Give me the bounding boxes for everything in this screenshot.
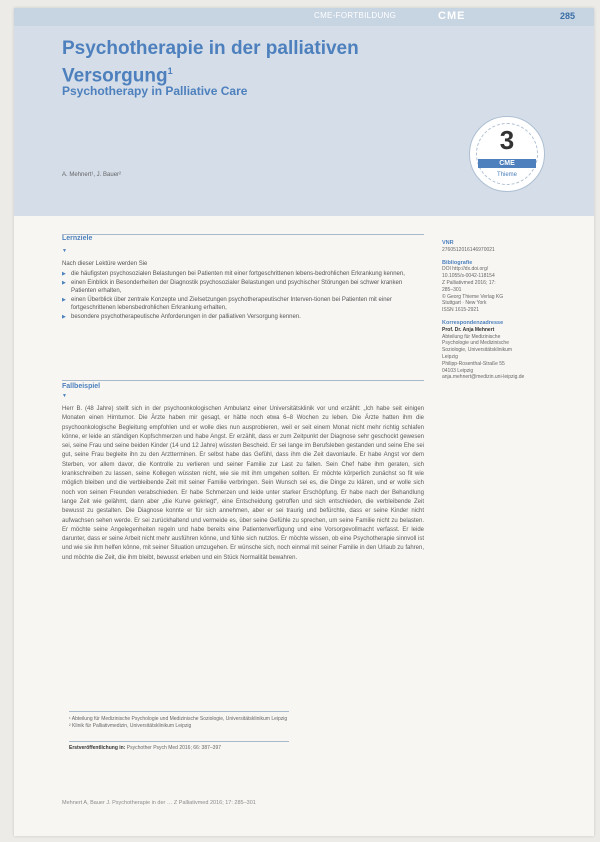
publisher-brand: Thieme	[496, 172, 517, 178]
article-sidebar	[442, 240, 538, 387]
section-divider	[62, 234, 424, 235]
list-item: ▶ die häufigsten psychosozialen Belastungen bei Patienten mit einer fortgeschrittenen lebens-bedrohlichen Erkrankung kennen,	[62, 270, 422, 279]
correspondence-line: Philipp-Rosenthal-Straße 55	[442, 360, 505, 367]
footnote-citation: Psychother Psych Med 2016; 66: 387–397	[126, 745, 222, 751]
footnote-lead: Erstveröffentlichung in:	[69, 745, 126, 751]
header-band	[14, 8, 594, 26]
bibliography-label: Bibliografie	[442, 259, 473, 266]
correspondence-line: Psychologie und Medizinische	[442, 340, 509, 347]
footnote-affiliation-2: ² Klinik für Palliativmedizin, Universitätsklinikum Leipzig	[69, 723, 192, 729]
article-subtitle: Psychotherapy in Palliative Care	[62, 84, 248, 98]
vnr-label: VNR	[442, 240, 454, 246]
fallbeispiel-heading: Fallbeispiel	[62, 383, 101, 390]
bibliography-line: Stuttgart · New York	[442, 300, 487, 307]
page-number: 285	[560, 11, 576, 21]
correspondence-block	[442, 320, 538, 381]
bibliography-line: ISSN 1615-2921	[442, 307, 479, 314]
cme-points-number: 3	[499, 125, 515, 155]
publication-footnote	[69, 745, 419, 751]
correspondence-name: Prof. Dr. Anja Mehnert	[442, 326, 495, 333]
cme-badge: CME	[478, 159, 536, 168]
correspondence-email[interactable]: anja.mehnert@medizin.uni-leipzig.de	[442, 374, 525, 381]
authors: A. Mehnert¹, J. Bauer²	[62, 172, 122, 178]
footnote-divider	[69, 741, 289, 742]
page-footer-citation: Mehnert A, Bauer J. Psychotherapie in der … Z Palliativmed 2016; 17: 285–301	[62, 800, 256, 806]
lernziele-list	[62, 270, 422, 322]
header-cme-label: CME	[438, 10, 466, 22]
bibliography-line: DOI http://dx.doi.org/	[442, 266, 489, 273]
bibliography-line: 10.1055/s-0042-118154	[442, 273, 495, 280]
arrow-down-icon: ▼	[62, 393, 67, 399]
arrow-down-icon: ▼	[62, 248, 67, 254]
correspondence-label: Korrespondenzadresse	[442, 319, 504, 326]
correspondence-line: Leipzig	[442, 353, 458, 360]
correspondence-line: Abteilung für Medizinische	[442, 333, 501, 340]
list-item: ▶ einen Überblick über zentrale Konzepte und Zielsetzungen psychotherapeutischer Interven-tionen bei Patienten mit einer fortgeschrittenen lebensbedrohlichen Erkrankung erhalten,	[62, 296, 422, 313]
bibliography-line: 285–301	[442, 286, 462, 293]
correspondence-line: 04103 Leipzig	[442, 367, 474, 374]
document-page	[14, 8, 594, 836]
footnote-divider	[69, 711, 289, 712]
list-item: ▶ besondere psychotherapeutische Anforderungen in der palliativen Versorgung kennen.	[62, 313, 422, 322]
section-divider	[62, 380, 424, 381]
article-title	[62, 38, 422, 87]
footnote-affiliation-1: ¹ Abteilung für Medizinische Psychologie und Medizinische Soziologie, Universitätsklinikum Leipzig	[69, 716, 288, 722]
lernziele-intro: Nach dieser Lektüre werden Sie	[62, 261, 148, 267]
vnr-value: 2760512016146970021	[442, 246, 495, 253]
bibliography-block	[442, 260, 538, 314]
header-section-label: CME-FORTBILDUNG	[314, 11, 397, 20]
list-item: ▶ einen Einblick in Besonderheiten der Diagnostik psychosozialer Belastungen und psychischer Störungen bei schwer kranken Patienten erhalten,	[62, 279, 422, 296]
bibliography-line: Z Palliativmed 2016; 17:	[442, 279, 496, 286]
fallbeispiel-text: Herr B. (48 Jahre) stellt sich in der psychoonkologischen Ambulanz einer Universitätsklinik vor und erzählt: „Ich habe seit einigen Monaten einen Hirntumor. Die Ärzte haben mir gesagt, er hätte noch etwa 6–8 Wochen zu leben. Die Ärzte hatten ihm die psychoonkologische Begleitung empfohlen und er wolle dies nun ausprobieren, weil er seit einem Monat nicht mehr richtig schlafen könne, er leide an ständigen Kopfschmerzen und habe Angst. Er erzählt, dass er zum Zeitpunkt der Diagnose sehr geschockt gewesen sei, seine Frau und seine beiden Kinder (14 und 12 Jahre) wüssten Bescheid. Er sei lange im Berufsleben gestanden und seine Ehe sei gut, seine Frau begleite ihn zu den Arztterminen. Er selbst habe das Gefühl, dass ihm die Zeit davonlaufe. Er habe Angst vor dem Sterben, vor allem davor, die Kontrolle zu verlieren und seiner Familie zur Last zu fallen. Sein Chef habe ihm geraten, sich krankschreiben zu lassen, seine Kollegen wüssten nicht, wie sie mit ihm umgehen sollten. Er möchte körperlich zunächst so fit wie möglich bleiben und die verbleibende Zeit mit seiner Familie verbringen. Sein Wunsch sei es, die Dinge zu klären, und er wolle sich noch von seinen Freunden verabschieden. Er habe Schmerzen und leide unter starker Erschöpfung. Er habe nach der Behandlung lange Zeit wie gelähmt, dann aber „die Kurve gekriegt“, eine Entscheidung getroffen und sich entschieden, die verbleibende Zeit bewusst zu gestalten. Die Diagnose konnte er für sich annehmen, aber er sei traurig und befürchte, dass er seine Kinder nicht aufwachsen sehen werde. Er sei zurückhaltend und vermeide es, über seine Gefühle zu sprechen, um seine Familie nicht zu belasten. Er möchte seine Angelegenheiten regeln und habe bereits eine Patientenverfügung und eine Vorsorgevollmacht verfasst. Er leide darunter, dass er seine Arbeit nicht mehr ausführen könne, und fühle sich nutzlos. Er möchte wissen, ob eine Psychotherapie sinnvoll ist und wie sie ihm helfen könne, mit seiner Situation umzugehen. Er wünsche sich, noch einmal mit seiner Familie in den Urlaub zu fahren, und möchte die Zeit, die ihm bleibt, bewusst erleben und ein Stück Normalität bewahren.	[62, 406, 424, 561]
vnr-block	[442, 240, 538, 254]
cme-points-seal	[469, 116, 545, 192]
title-footnote-mark: 1	[167, 66, 173, 76]
bibliography-line: © Georg Thieme Verlag KG	[442, 293, 504, 300]
affiliation-footnotes	[69, 716, 419, 730]
lernziele-heading: Lernziele	[62, 235, 93, 242]
article-title-text: Psychotherapie in der palliativen Versorgung	[62, 38, 359, 87]
correspondence-line: Soziologie, Universitätsklinikum	[442, 347, 513, 354]
